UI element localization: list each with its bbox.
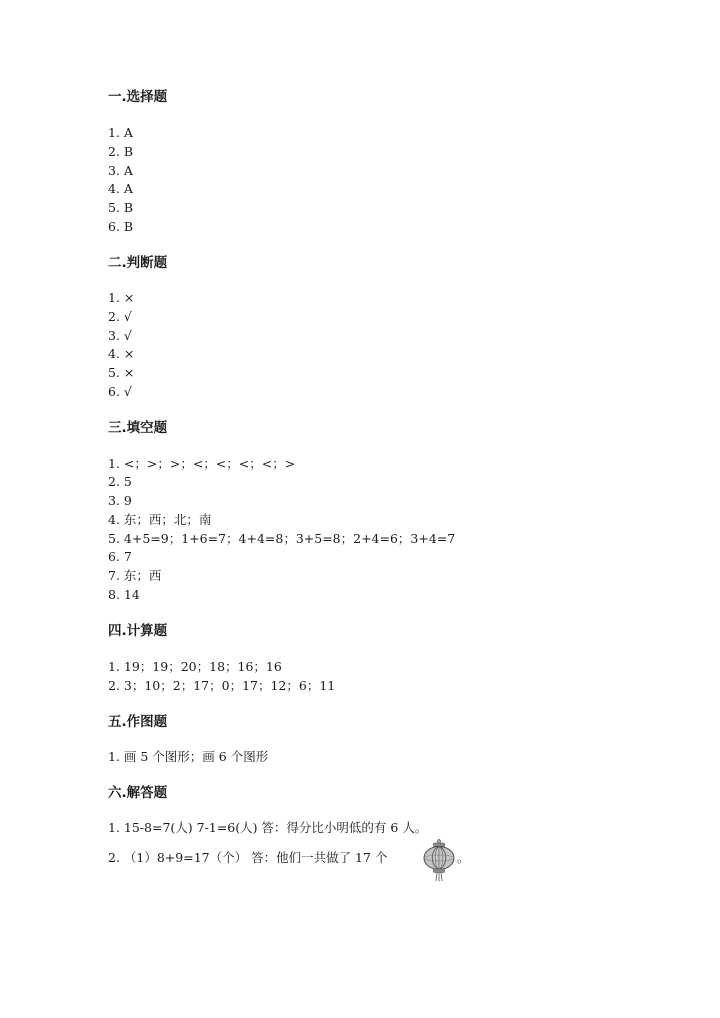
answer-suffix: 。 <box>457 850 470 865</box>
choice-answer-3: 3. A <box>108 163 133 178</box>
choice-answer-4: 4. A <box>108 181 133 196</box>
judgement-answer-2: 2. √ <box>108 309 132 324</box>
calculation-answer-2: 2. 3；10；2；17；0；17；12；6；11 <box>108 678 336 693</box>
judgement-answer-4: 4. × <box>108 346 135 361</box>
section-title-choice: 一.选择题 <box>108 89 168 105</box>
judgement-answer-3: 3. √ <box>108 328 132 343</box>
judgement-answer-5: 5. × <box>108 365 135 380</box>
section-title-fill-blank: 三.填空题 <box>108 420 168 436</box>
choice-answer-6: 6. B <box>108 219 134 234</box>
fill-blank-answer-5: 5. 4+5=9；1+6=7；4+4=8；3+5=8；2+4=6；3+4=7 <box>108 531 456 546</box>
fill-blank-answer-2: 2. 5 <box>108 474 132 489</box>
choice-answer-5: 5. B <box>108 200 134 215</box>
fill-blank-answer-4: 4. 东；西；北；南 <box>108 512 212 527</box>
drawing-answer-1: 1. 画 5 个图形；画 6 个图形 <box>108 749 269 764</box>
choice-answer-1: 1. A <box>108 125 133 140</box>
fill-blank-answer-8: 8. 14 <box>108 587 140 602</box>
judgement-answer-1: 1. × <box>108 290 135 305</box>
section-title-drawing: 五.作图题 <box>108 714 168 730</box>
fill-blank-answer-3: 3. 9 <box>108 493 132 508</box>
judgement-answer-6: 6. √ <box>108 384 132 399</box>
fill-blank-answer-7: 7. 东；西 <box>108 568 162 583</box>
fill-blank-answer-1: 1. <；>；>；<；<；<；<；> <box>108 456 296 471</box>
lantern-icon <box>421 838 457 882</box>
section-title-word-problems: 六.解答题 <box>108 785 168 801</box>
calculation-answer-1: 1. 19；19；20；18；16；16 <box>108 659 282 674</box>
choice-answer-2: 2. B <box>108 144 134 159</box>
word-problem-answer-1: 1. 15-8=7(人) 7-1=6(人) 答：得分比小明低的有 6 人。 <box>108 820 428 835</box>
section-title-judgement: 二.判断题 <box>108 255 168 271</box>
fill-blank-answer-6: 6. 7 <box>108 549 132 564</box>
word-problem-answer-2: 2. （1）8+9=17（个） 答：他们一共做了 17 个 <box>108 850 388 865</box>
section-title-calculation: 四.计算题 <box>108 623 168 639</box>
